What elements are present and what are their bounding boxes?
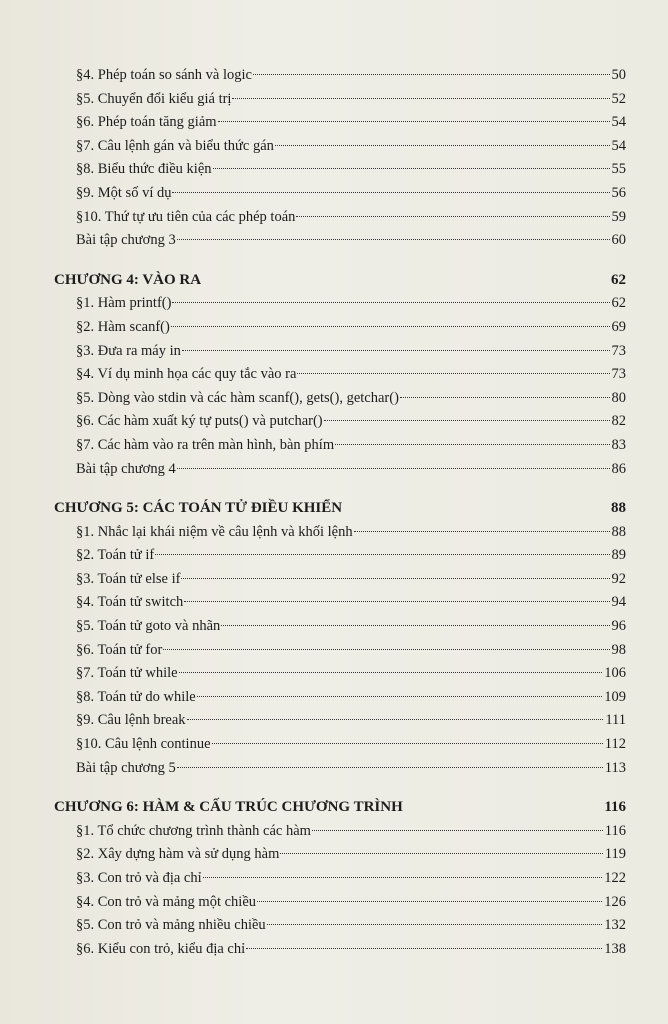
chapter-heading[interactable] — [54, 269, 626, 293]
toc-entry[interactable] — [54, 111, 626, 135]
toc-entry-title: §7. Toán tử while — [76, 665, 178, 682]
toc-entry[interactable] — [54, 568, 626, 592]
toc-entry[interactable] — [54, 135, 626, 159]
toc-entry-page-number: 116 — [604, 822, 626, 839]
toc-entry-title: §2. Xây dựng hàm và sử dụng hàm — [76, 846, 280, 863]
toc-entry[interactable] — [54, 410, 626, 434]
toc-entry[interactable] — [54, 316, 626, 340]
toc-entry[interactable] — [54, 938, 626, 962]
toc-entry-title: §4. Con trỏ và mảng một chiều — [76, 893, 257, 910]
toc-entry-page-number: 80 — [611, 389, 626, 406]
dot-leader — [354, 531, 610, 532]
toc-entry-page-number: 82 — [611, 413, 626, 430]
chapter-heading[interactable] — [54, 796, 626, 820]
toc-entry-title: §7. Câu lệnh gán và biểu thức gán — [76, 137, 274, 154]
dot-leader — [163, 649, 609, 650]
toc-entry-page-number: 83 — [611, 436, 626, 453]
toc-entry-page-number: 98 — [611, 641, 626, 658]
dot-leader — [184, 601, 609, 602]
dot-leader — [177, 468, 610, 469]
toc-entry-title: Bài tập chương 4 — [76, 460, 176, 477]
toc-entry-title: §1. Tổ chức chương trình thành các hàm — [76, 822, 311, 839]
chapter-title: CHƯƠNG 5: CÁC TOÁN TỬ ĐIỀU KHIỂN — [54, 500, 343, 517]
dot-leader — [221, 625, 609, 626]
toc-entry-title: §10. Câu lệnh continue — [76, 736, 211, 753]
dot-leader — [324, 420, 610, 421]
chapter-title: CHƯƠNG 4: VÀO RA — [54, 271, 202, 288]
toc-entry[interactable] — [54, 639, 626, 663]
toc-entry-title: Bài tập chương 5 — [76, 759, 176, 776]
toc-entry-page-number: 89 — [611, 547, 626, 564]
toc-entry-page-number: 96 — [611, 618, 626, 635]
toc-entry-page-number: 73 — [611, 342, 626, 359]
toc-entry[interactable] — [54, 891, 626, 915]
dot-leader — [203, 877, 603, 878]
toc-entry[interactable] — [54, 843, 626, 867]
toc-entry[interactable] — [54, 615, 626, 639]
toc-entry-title: §8. Toán tử do while — [76, 688, 196, 705]
dot-leader — [177, 767, 603, 768]
toc-entry[interactable] — [54, 64, 626, 88]
dot-leader — [218, 121, 610, 122]
toc-entry-page-number: 109 — [604, 688, 626, 705]
toc-entry[interactable] — [54, 387, 626, 411]
dot-leader — [267, 924, 603, 925]
toc-entry[interactable] — [54, 206, 626, 230]
toc-entry-title: §3. Đưa ra máy in — [76, 342, 181, 359]
toc-entry[interactable] — [54, 820, 626, 844]
dot-leader — [212, 743, 603, 744]
dot-leader — [253, 74, 610, 75]
dot-leader — [182, 350, 610, 351]
toc-entry-page-number: 138 — [604, 940, 626, 957]
toc-entry-page-number: 112 — [604, 736, 626, 753]
toc-entry-page-number: 54 — [611, 114, 626, 131]
toc-entry-page-number: 69 — [611, 318, 626, 335]
toc-entry-title: §7. Các hàm vào ra trên màn hình, bàn phím — [76, 436, 335, 453]
toc-entry-page-number: 88 — [611, 523, 626, 540]
dot-leader — [171, 326, 610, 327]
toc-entry[interactable] — [54, 229, 626, 253]
toc-entry-page-number: 59 — [611, 208, 626, 225]
dot-leader — [187, 719, 604, 720]
dot-leader — [181, 578, 609, 579]
dot-leader — [155, 554, 609, 555]
toc-entry[interactable] — [54, 867, 626, 891]
toc-entry[interactable] — [54, 544, 626, 568]
toc-entry-title: §4. Ví dụ minh họa các quy tắc vào ra — [76, 366, 297, 383]
dot-leader — [213, 168, 610, 169]
toc-entry-page-number: 94 — [611, 594, 626, 611]
toc-entry[interactable] — [54, 733, 626, 757]
toc-entry-title: §1. Hàm printf() — [76, 295, 172, 312]
toc-entry-page-number: 111 — [605, 712, 626, 729]
dot-leader — [172, 192, 609, 193]
toc-entry[interactable] — [54, 662, 626, 686]
toc-entry[interactable] — [54, 182, 626, 206]
toc-entry-page-number: 56 — [611, 184, 626, 201]
toc-entry[interactable] — [54, 686, 626, 710]
toc-entry[interactable] — [54, 363, 626, 387]
toc-entry-title: §6. Các hàm xuất ký tự puts() và putchar() — [76, 413, 323, 430]
toc-entry[interactable] — [54, 340, 626, 364]
toc-entry-page-number: 60 — [611, 232, 626, 249]
toc-entry-title: §4. Phép toán so sánh và logic — [76, 67, 252, 83]
toc-entry-title: §9. Một số ví dụ — [76, 184, 172, 201]
dot-leader — [172, 302, 609, 303]
chapter-title: CHƯƠNG 6: HÀM & CẤU TRÚC CHƯƠNG TRÌNH — [54, 799, 403, 816]
toc-entry-title: §9. Câu lệnh break — [76, 712, 186, 729]
chapter-page-number: 62 — [611, 271, 626, 288]
toc-entry[interactable] — [54, 914, 626, 938]
toc-entry[interactable] — [54, 292, 626, 316]
toc-entry-title: §5. Dòng vào stdin và các hàm scanf(), gets(), getchar() — [76, 389, 399, 406]
dot-leader — [400, 397, 610, 398]
chapter-page-number: 116 — [604, 799, 626, 816]
toc-entry-page-number: 55 — [611, 161, 626, 178]
dot-leader — [177, 239, 610, 240]
toc-entry-title: §10. Thứ tự ưu tiên của các phép toán — [76, 208, 296, 225]
dot-leader — [246, 948, 602, 949]
chapter-page-number: 88 — [611, 500, 626, 517]
dot-leader — [296, 216, 609, 217]
toc-entry-title: §6. Kiểu con trỏ, kiểu địa chỉ — [76, 940, 246, 957]
dot-leader — [179, 672, 603, 673]
toc-entry[interactable] — [54, 458, 626, 482]
toc-entry-title: §3. Toán tử else if — [76, 570, 181, 587]
toc-entry[interactable] — [54, 757, 626, 781]
toc-entry-title: §5. Chuyển đổi kiểu giá trị — [76, 90, 232, 107]
toc-entry-title: §2. Toán tử if — [76, 547, 155, 564]
toc-entry-title: §1. Nhắc lại khái niệm về câu lệnh và khối lệnh — [76, 523, 353, 540]
dot-leader — [275, 145, 610, 146]
toc-entry-page-number: 119 — [604, 846, 626, 863]
toc-entry-title: §6. Toán tử for — [76, 641, 163, 658]
toc-entry-title: §8. Biểu thức điều kiện — [76, 161, 212, 178]
toc-entry-page-number: 62 — [611, 295, 626, 312]
toc-entry-page-number: 92 — [611, 570, 626, 587]
toc-entry[interactable] — [54, 521, 626, 545]
toc-entry-page-number: 54 — [611, 137, 626, 154]
toc-entry-title: §6. Phép toán tăng giảm — [76, 114, 217, 131]
toc-entry-title: §5. Toán tử goto và nhãn — [76, 618, 221, 635]
toc-entry-page-number: 52 — [611, 90, 626, 107]
toc-entry[interactable] — [54, 434, 626, 458]
toc-entry[interactable] — [54, 158, 626, 182]
toc-entry-page-number: 126 — [604, 893, 626, 910]
toc-entry-page-number: 106 — [604, 665, 626, 682]
toc-entry-page-number: 132 — [604, 917, 626, 934]
toc-entry-title: §2. Hàm scanf() — [76, 318, 170, 335]
toc-entry-page-number: 122 — [604, 870, 626, 886]
dot-leader — [280, 853, 602, 854]
toc-entry-page-number: 73 — [611, 366, 626, 383]
toc-entry[interactable] — [54, 709, 626, 733]
dot-leader — [197, 696, 603, 697]
dot-leader — [297, 373, 609, 374]
chapter-heading[interactable] — [54, 497, 626, 521]
toc-entry-title: Bài tập chương 3 — [76, 232, 176, 249]
dot-leader — [257, 901, 602, 902]
dot-leader — [232, 98, 609, 99]
table-of-contents — [54, 64, 626, 961]
toc-entry-title: §3. Con trỏ và địa chỉ — [76, 870, 202, 886]
toc-entry-page-number: 113 — [604, 759, 626, 776]
toc-entry-page-number: 86 — [611, 460, 626, 477]
toc-entry[interactable] — [54, 88, 626, 112]
dot-leader — [312, 830, 603, 831]
toc-entry-page-number: 50 — [611, 67, 626, 83]
toc-entry-title: §4. Toán tử switch — [76, 594, 184, 611]
dot-leader — [335, 444, 609, 445]
toc-entry[interactable] — [54, 591, 626, 615]
toc-entry-title: §5. Con trỏ và mảng nhiều chiều — [76, 917, 266, 934]
